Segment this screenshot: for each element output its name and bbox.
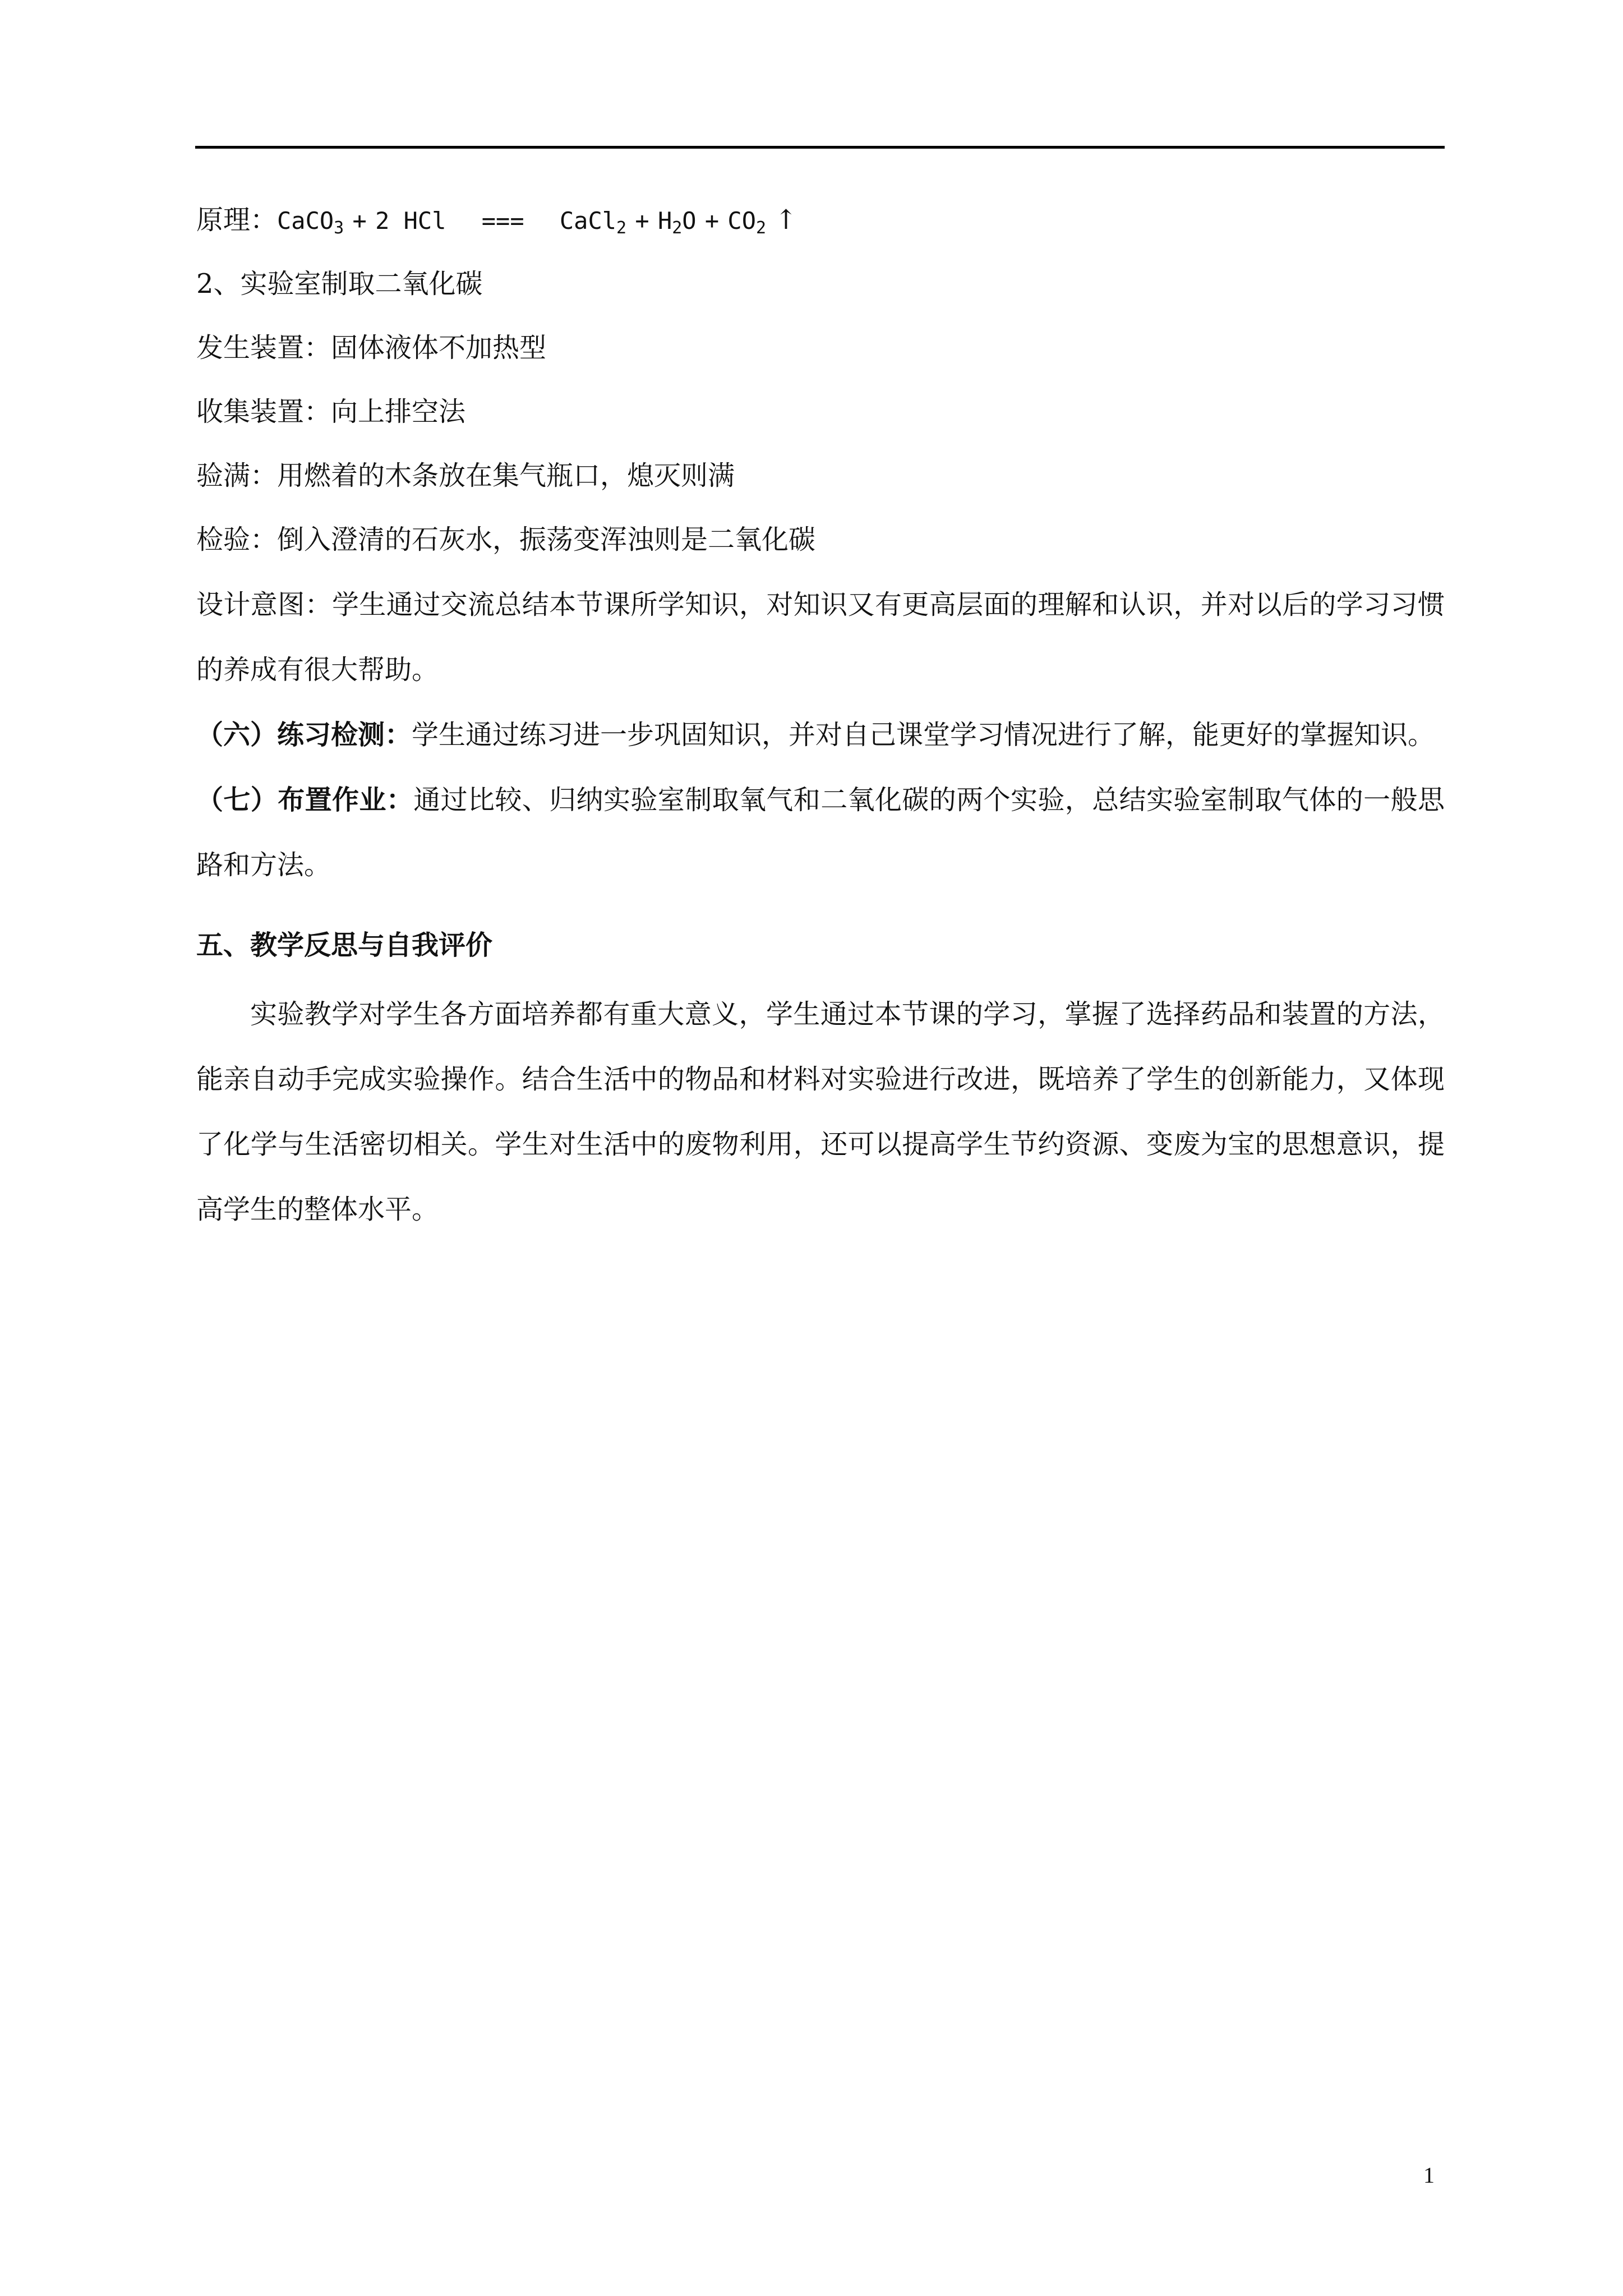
practice-text: 学生通过练习进一步巩固知识，并对自己课堂学习情况进行了解，能更好的掌握知识。	[412, 719, 1435, 751]
product-co2: $CO_2$	[727, 207, 767, 238]
homework-text: 通过比较、归纳实验室制取氧气和二氧化碳的两个实验，总结实验室制取气体的一般思路和方法。	[196, 784, 1445, 881]
section-5-heading: 五、教学反思与自我评价	[196, 930, 493, 961]
plus-sign: +	[635, 207, 649, 234]
gas-arrow-icon: ↑	[774, 204, 797, 236]
homework-label: （七）布置作业：	[196, 784, 414, 816]
equation-label: 原理：	[196, 204, 278, 236]
product-cacl2: CaCl$_2$	[559, 207, 627, 238]
plus-sign: +	[352, 207, 367, 234]
practice-paragraph	[196, 702, 1445, 767]
design-intent-paragraph: 设计意图：学生通过交流总结本节课所学知识，对知识又有更高层面的理解和认识，并对以后的学习习惯的养成有很大帮助。	[196, 589, 1445, 685]
equals-sign: ===	[481, 207, 524, 234]
page-number: 1	[1423, 2162, 1435, 2188]
plus-sign: +	[704, 207, 720, 234]
homework-paragraph	[196, 767, 1445, 898]
generator-device-line: 发生装置：固体液体不加热型	[196, 332, 547, 364]
section-5-body: 实验教学对学生各方面培养都有重大意义，学生通过本节课的学习，掌握了选择药品和装置的方法，能亲自动手完成实验操作。结合生活中的物品和材料对实验进行改进，既培养了学生的创新能力，又体现了化学与生活密切相关。学生对生活中的废物利用，还可以提高学生节约资源、变废为宝的思想意识，提高学生的整体水平。	[196, 999, 1445, 1225]
test-line: 检验：倒入澄清的石灰水，振荡变浑浊则是二氧化碳	[196, 524, 816, 555]
full-check-line: 验满：用燃着的木条放在集气瓶口，熄灭则满	[196, 460, 735, 491]
header-rule	[195, 146, 1445, 149]
page-content	[196, 203, 1445, 1242]
product-h2o: $H_2O$	[657, 207, 697, 238]
collection-device-line: 收集装置：向上排空法	[196, 396, 466, 427]
practice-label: （六）练习检测：	[196, 719, 412, 751]
section-2-title: 2、实验室制取二氧化碳	[196, 268, 483, 300]
reaction-equation	[196, 203, 1445, 237]
reactant-hcl: 2 HCl	[375, 207, 446, 234]
reactant-caco3: CaCO$_3$	[277, 207, 344, 238]
